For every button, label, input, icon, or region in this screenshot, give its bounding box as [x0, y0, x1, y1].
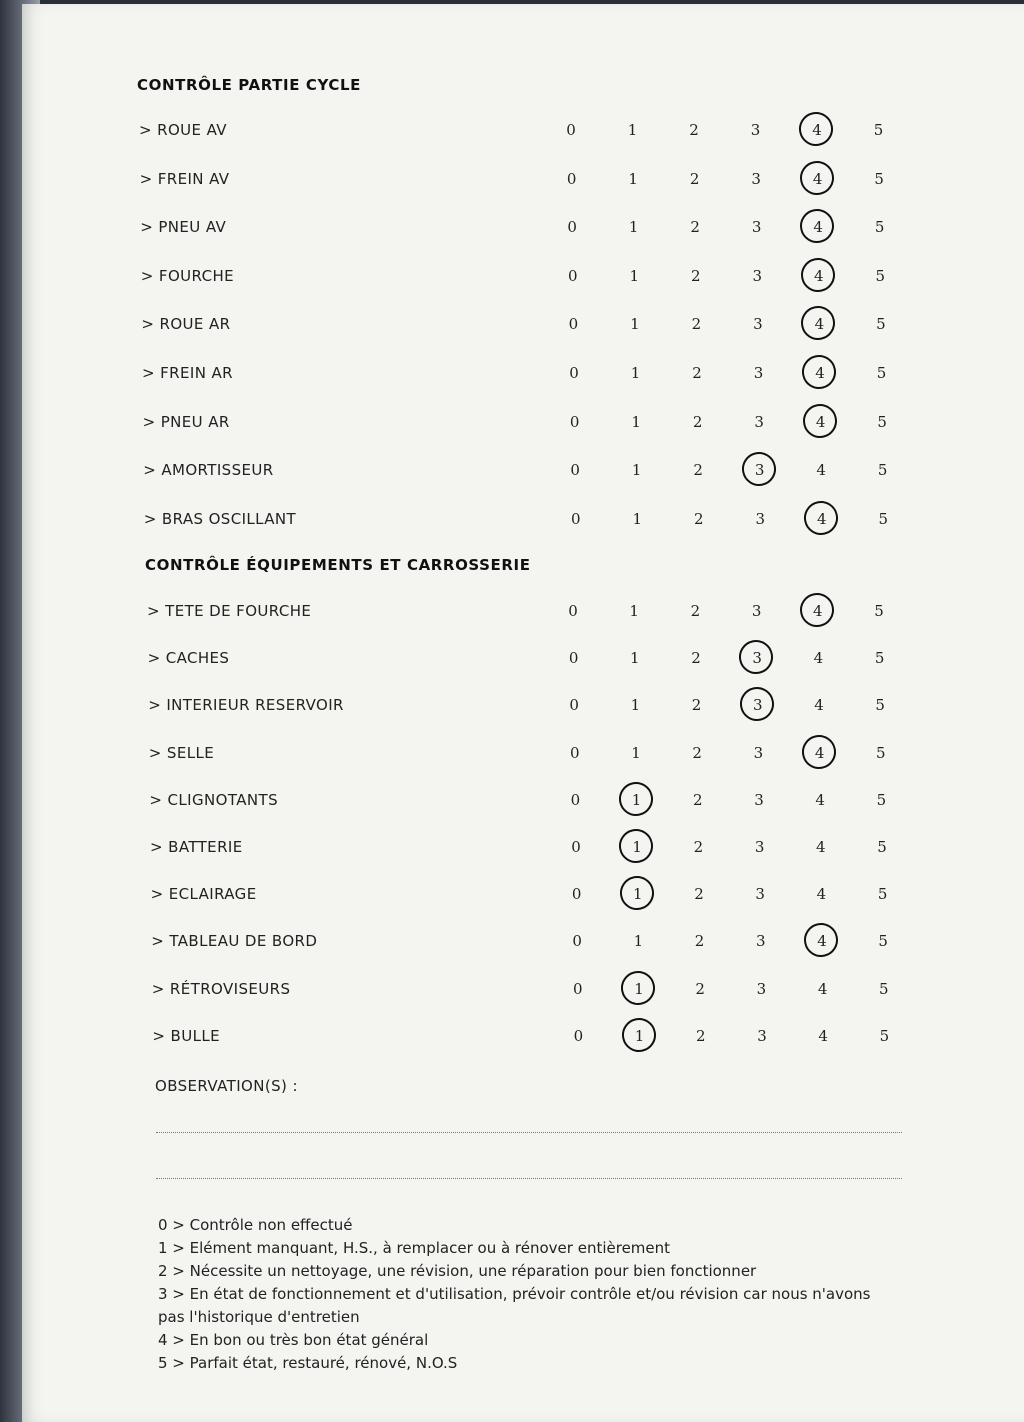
- score-option-5[interactable]: [872, 1027, 896, 1045]
- score-option-3[interactable]: [746, 315, 770, 333]
- score-value: 5: [874, 602, 884, 620]
- score-option-1[interactable]: [622, 267, 646, 285]
- score-value: 3: [750, 121, 761, 139]
- score-option-1[interactable]: [621, 170, 645, 188]
- section-title-cycle: CONTRÔLE PARTIE CYCLE: [137, 76, 362, 94]
- score-value: 2: [691, 315, 702, 334]
- score-option-4[interactable]: [809, 413, 833, 431]
- score-option-3[interactable]: [744, 170, 768, 188]
- score-value: 0: [571, 885, 582, 904]
- score-value: 0: [573, 979, 583, 998]
- score-value: 2: [692, 412, 703, 431]
- selected-circle-mark: [797, 590, 837, 630]
- score-option-4[interactable]: [810, 932, 834, 950]
- score-option-0[interactable]: [560, 218, 584, 236]
- score-value: 0: [570, 790, 581, 809]
- score-value: 1: [633, 932, 644, 951]
- score-value: 2: [696, 1026, 706, 1045]
- score-option-4[interactable]: [806, 218, 830, 236]
- score-option-5[interactable]: [868, 696, 892, 714]
- score-value: 2: [691, 649, 701, 668]
- score-value: 0: [570, 461, 580, 480]
- score-value: 1: [631, 461, 642, 480]
- score-value: 2: [689, 121, 699, 139]
- score-option-2[interactable]: [689, 1027, 713, 1045]
- score-value: 3: [753, 315, 763, 334]
- score-row: [143, 461, 903, 487]
- score-option-1[interactable]: [626, 932, 650, 950]
- selected-circle-mark: [799, 352, 839, 392]
- score-value: 2: [693, 461, 703, 480]
- score-option-5[interactable]: [869, 315, 893, 333]
- score-value: 3: [755, 885, 765, 904]
- score-option-2[interactable]: [682, 121, 706, 139]
- score-option-2[interactable]: [683, 602, 707, 620]
- score-option-0[interactable]: [565, 932, 589, 950]
- score-value: 4: [817, 509, 827, 528]
- score-row: [152, 1027, 912, 1053]
- score-value: 2: [689, 169, 700, 188]
- row-label: > FREIN AR: [142, 364, 233, 382]
- score-row: [148, 649, 908, 675]
- score-option-3[interactable]: [748, 885, 772, 903]
- score-option-1[interactable]: [623, 649, 647, 667]
- score-option-5[interactable]: [871, 885, 895, 903]
- score-option-1[interactable]: [625, 791, 649, 809]
- score-option-4[interactable]: [811, 1027, 835, 1045]
- score-row: [147, 602, 907, 628]
- score-value: 2: [691, 266, 701, 285]
- score-value: 1: [628, 169, 638, 188]
- row-label: > AMORTISSEUR: [143, 461, 274, 480]
- score-option-3[interactable]: [748, 838, 772, 856]
- score-option-3[interactable]: [745, 267, 769, 285]
- score-value: 0: [569, 364, 579, 382]
- score-value: 4: [816, 461, 826, 480]
- score-option-4[interactable]: [805, 121, 829, 139]
- score-option-1[interactable]: [627, 980, 651, 998]
- score-option-5[interactable]: [872, 980, 896, 998]
- score-value: 5: [875, 266, 886, 285]
- section-title-equipment: CONTRÔLE ÉQUIPEMENTS ET CARROSSERIE: [145, 556, 531, 574]
- score-row: [151, 932, 911, 958]
- score-value: 1: [631, 790, 642, 809]
- score-option-0[interactable]: [561, 602, 585, 620]
- score-row: [141, 267, 901, 293]
- row-label: > ROUE AR: [141, 315, 231, 334]
- score-option-2[interactable]: [685, 696, 709, 714]
- score-option-0[interactable]: [561, 315, 585, 333]
- score-value: 0: [567, 218, 577, 237]
- observation-line-2[interactable]: [156, 1178, 902, 1179]
- score-value: 3: [752, 266, 763, 285]
- score-row: [140, 218, 900, 244]
- score-value: 4: [813, 218, 823, 237]
- score-value: 4: [815, 790, 825, 809]
- score-option-0[interactable]: [562, 696, 586, 714]
- score-option-2[interactable]: [686, 838, 710, 856]
- score-option-3[interactable]: [748, 461, 772, 479]
- selected-circle-mark: [796, 109, 836, 149]
- row-label: > CLIGNOTANTS: [149, 790, 278, 809]
- score-row: [149, 791, 909, 817]
- score-option-0[interactable]: [563, 744, 587, 762]
- score-value: 4: [812, 121, 822, 139]
- score-value: 2: [693, 790, 703, 809]
- score-option-0[interactable]: [566, 1027, 590, 1045]
- score-option-5[interactable]: [867, 602, 891, 620]
- score-option-1[interactable]: [625, 461, 649, 479]
- score-option-5[interactable]: [871, 461, 895, 479]
- score-row: [152, 980, 912, 1006]
- score-row: [151, 885, 911, 911]
- score-option-0[interactable]: [564, 838, 588, 856]
- score-option-1[interactable]: [622, 218, 646, 236]
- score-value: 5: [876, 364, 887, 382]
- score-value: 4: [812, 169, 823, 188]
- score-option-0[interactable]: [559, 121, 583, 139]
- score-value: 2: [694, 509, 704, 528]
- score-option-2[interactable]: [684, 649, 708, 667]
- score-option-2[interactable]: [685, 364, 709, 382]
- score-option-0[interactable]: [566, 980, 590, 998]
- score-value: 1: [630, 649, 640, 668]
- score-value: 0: [569, 696, 579, 715]
- legend-item: 4 > En bon ou très bon état général: [158, 1331, 429, 1349]
- score-option-2[interactable]: [683, 170, 707, 188]
- row-label: > PNEU AR: [142, 412, 230, 431]
- legend-item: 5 > Parfait état, restauré, rénové, N.O.S: [158, 1354, 458, 1372]
- score-option-5[interactable]: [869, 791, 893, 809]
- score-value: 5: [878, 509, 889, 528]
- legend-item: 3 > En état de fonctionnement et d'utilisation, prévoir contrôle et/ou révision car nous n'avons pas l'historique d'entretien: [158, 1285, 871, 1326]
- score-value: 1: [634, 979, 644, 998]
- score-option-1[interactable]: [624, 413, 648, 431]
- score-value: 3: [755, 509, 766, 528]
- row-label: > INTERIEUR RESERVOIR: [148, 696, 344, 715]
- score-value: 4: [818, 1026, 828, 1045]
- score-option-5[interactable]: [870, 364, 894, 382]
- score-option-4[interactable]: [809, 838, 833, 856]
- score-value: 5: [877, 461, 888, 480]
- score-value: 5: [879, 979, 889, 998]
- score-row: [144, 510, 904, 536]
- score-option-2[interactable]: [688, 932, 712, 950]
- score-option-5[interactable]: [867, 121, 891, 139]
- selected-circle-mark: [798, 255, 838, 295]
- score-value: 0: [568, 649, 579, 668]
- score-value: 2: [694, 932, 705, 951]
- score-option-0[interactable]: [564, 510, 588, 528]
- score-value: 1: [627, 121, 638, 139]
- score-value: 4: [815, 364, 825, 382]
- score-option-3[interactable]: [747, 364, 771, 382]
- score-value: 4: [814, 266, 824, 285]
- score-value: 5: [877, 838, 887, 856]
- score-value: 0: [570, 743, 580, 762]
- score-option-5[interactable]: [870, 413, 894, 431]
- score-value: 0: [568, 602, 578, 620]
- score-value: 3: [753, 696, 763, 715]
- score-option-3[interactable]: [745, 218, 769, 236]
- score-value: 5: [875, 696, 885, 715]
- score-option-2[interactable]: [685, 744, 709, 762]
- row-label: > FREIN AV: [139, 169, 230, 188]
- score-value: 2: [695, 979, 705, 998]
- row-label: > CACHES: [147, 649, 230, 668]
- selected-circle-mark: [797, 206, 837, 246]
- score-option-3[interactable]: [744, 121, 768, 139]
- score-option-1[interactable]: [628, 1027, 652, 1045]
- score-value: 2: [690, 602, 701, 620]
- score-value: 5: [874, 218, 885, 237]
- score-value: 2: [693, 838, 704, 856]
- score-value: 3: [754, 838, 765, 856]
- score-option-0[interactable]: [560, 170, 584, 188]
- score-value: 4: [816, 838, 826, 856]
- score-value: 4: [817, 932, 827, 951]
- legend-item: 0 > Contrôle non effectué: [158, 1216, 353, 1234]
- score-option-3[interactable]: [747, 791, 771, 809]
- score-option-1[interactable]: [622, 602, 646, 620]
- score-option-4[interactable]: [807, 267, 831, 285]
- row-label: > RÉTROVISEURS: [151, 979, 291, 998]
- score-option-0[interactable]: [562, 649, 586, 667]
- score-row: [141, 315, 901, 341]
- row-label: > FOURCHE: [140, 266, 235, 285]
- score-value: 1: [630, 315, 640, 334]
- score-value: 1: [630, 364, 641, 382]
- score-option-5[interactable]: [871, 510, 895, 528]
- score-row: [140, 170, 900, 196]
- score-option-0[interactable]: [563, 413, 587, 431]
- selected-circle-mark: [801, 920, 841, 960]
- score-option-4[interactable]: [811, 980, 835, 998]
- row-label: > BULLE: [152, 1026, 220, 1045]
- score-option-2[interactable]: [688, 980, 712, 998]
- score-value: 0: [568, 315, 579, 334]
- score-option-4[interactable]: [806, 170, 830, 188]
- score-option-1[interactable]: [625, 510, 649, 528]
- score-option-1[interactable]: [624, 744, 648, 762]
- score-option-2[interactable]: [684, 315, 708, 333]
- score-value: 4: [814, 315, 825, 334]
- observation-line-1[interactable]: [156, 1132, 902, 1133]
- selected-circle-mark: [798, 303, 838, 343]
- selected-circle-mark: [801, 498, 841, 538]
- score-value: 1: [629, 602, 639, 620]
- selected-circle-mark: [739, 449, 779, 489]
- score-value: 5: [877, 885, 888, 904]
- selected-circle-mark: [618, 967, 658, 1007]
- score-value: 0: [573, 1026, 584, 1045]
- score-value: 1: [631, 412, 641, 431]
- score-option-5[interactable]: [868, 649, 892, 667]
- score-option-3[interactable]: [746, 744, 770, 762]
- score-value: 5: [873, 121, 884, 139]
- score-option-5[interactable]: [868, 267, 892, 285]
- score-option-3[interactable]: [746, 696, 770, 714]
- score-value: 3: [751, 169, 761, 188]
- score-value: 3: [756, 979, 767, 998]
- score-value: 1: [629, 266, 640, 285]
- score-value: 5: [879, 1026, 890, 1045]
- score-option-0[interactable]: [561, 267, 585, 285]
- score-option-3[interactable]: [745, 602, 769, 620]
- selected-circle-mark: [798, 731, 838, 771]
- score-value: 1: [628, 218, 639, 237]
- score-option-1[interactable]: [623, 696, 647, 714]
- score-value: 4: [814, 743, 825, 762]
- selected-circle-mark: [618, 1015, 658, 1055]
- score-value: 3: [751, 218, 762, 237]
- score-row: [148, 696, 908, 722]
- score-option-0[interactable]: [562, 364, 586, 382]
- score-value: 5: [874, 169, 884, 188]
- score-option-4[interactable]: [808, 364, 832, 382]
- score-value: 3: [757, 1026, 767, 1045]
- score-option-4[interactable]: [807, 696, 831, 714]
- score-option-2[interactable]: [687, 510, 711, 528]
- score-option-3[interactable]: [749, 932, 773, 950]
- selected-circle-mark: [616, 826, 656, 866]
- score-option-4[interactable]: [806, 649, 830, 667]
- score-value: 0: [568, 266, 578, 285]
- score-option-4[interactable]: [808, 791, 832, 809]
- score-option-5[interactable]: [870, 838, 894, 856]
- score-option-3[interactable]: [750, 1027, 774, 1045]
- legend-item: 2 > Nécessite un nettoyage, une révision, une réparation pour bien fonctionner: [158, 1262, 757, 1280]
- score-option-2[interactable]: [686, 791, 710, 809]
- score-row: [143, 413, 903, 439]
- score-value: 3: [754, 461, 765, 480]
- score-value: 0: [566, 169, 577, 188]
- score-option-0[interactable]: [565, 885, 589, 903]
- score-option-4[interactable]: [810, 510, 834, 528]
- score-option-2[interactable]: [684, 267, 708, 285]
- row-label: > BATTERIE: [150, 838, 243, 856]
- score-option-2[interactable]: [687, 885, 711, 903]
- score-value: 2: [691, 696, 702, 715]
- score-value: 5: [878, 932, 888, 951]
- score-value: 5: [877, 412, 887, 431]
- score-value: 4: [815, 412, 826, 431]
- score-row: [149, 744, 909, 770]
- observations-label: OBSERVATION(S) :: [155, 1077, 298, 1095]
- score-value: 4: [814, 696, 824, 715]
- score-value: 5: [874, 649, 885, 668]
- score-option-4[interactable]: [809, 461, 833, 479]
- score-option-4[interactable]: [807, 315, 831, 333]
- score-option-5[interactable]: [871, 932, 895, 950]
- selected-circle-mark: [737, 684, 777, 724]
- score-value: 4: [813, 649, 824, 668]
- score-value: 3: [753, 364, 764, 382]
- row-label: > BRAS OSCILLANT: [143, 509, 297, 528]
- row-label: > ECLAIRAGE: [150, 885, 257, 904]
- score-value: 3: [754, 412, 764, 431]
- score-value: 4: [816, 885, 827, 904]
- legend: [158, 1214, 898, 1375]
- selected-circle-mark: [799, 400, 839, 440]
- row-label: > ROUE AV: [139, 121, 227, 139]
- score-option-3[interactable]: [747, 413, 771, 431]
- selected-circle-mark: [617, 873, 657, 913]
- score-row: [150, 838, 910, 864]
- score-option-1[interactable]: [625, 838, 649, 856]
- score-value: 5: [876, 315, 886, 334]
- score-value: 2: [694, 885, 704, 904]
- score-option-1[interactable]: [624, 364, 648, 382]
- score-option-2[interactable]: [683, 218, 707, 236]
- score-value: 3: [756, 932, 766, 951]
- score-value: 0: [571, 509, 581, 528]
- score-option-4[interactable]: [806, 602, 830, 620]
- score-value: 4: [817, 979, 828, 998]
- score-option-1[interactable]: [626, 885, 650, 903]
- score-option-5[interactable]: [867, 170, 891, 188]
- score-value: 3: [752, 649, 762, 668]
- score-value: 1: [632, 509, 643, 528]
- score-option-5[interactable]: [868, 218, 892, 236]
- legend-item: 1 > Elément manquant, H.S., à remplacer ou à rénover entièrement: [158, 1239, 671, 1257]
- score-value: 3: [753, 743, 764, 762]
- score-value: 2: [690, 218, 700, 237]
- score-value: 0: [571, 838, 581, 856]
- score-row: [139, 121, 899, 147]
- score-value: 1: [634, 1026, 645, 1045]
- score-value: 2: [692, 364, 702, 382]
- row-label: > TABLEAU DE BORD: [151, 932, 318, 951]
- selected-circle-mark: [615, 779, 655, 819]
- score-option-1[interactable]: [621, 121, 645, 139]
- score-value: 0: [569, 412, 580, 431]
- score-value: 1: [632, 838, 642, 856]
- score-option-3[interactable]: [745, 649, 769, 667]
- score-option-5[interactable]: [869, 744, 893, 762]
- score-value: 0: [572, 932, 582, 951]
- score-value: 1: [633, 885, 643, 904]
- score-option-4[interactable]: [809, 885, 833, 903]
- score-value: 2: [692, 743, 702, 762]
- score-option-1[interactable]: [623, 315, 647, 333]
- score-value: 4: [813, 602, 823, 620]
- score-option-3[interactable]: [749, 980, 773, 998]
- score-option-0[interactable]: [563, 791, 587, 809]
- selected-circle-mark: [736, 637, 776, 677]
- score-value: 3: [754, 790, 764, 809]
- score-option-2[interactable]: [686, 461, 710, 479]
- score-option-0[interactable]: [563, 461, 587, 479]
- row-label: > PNEU AV: [140, 218, 227, 237]
- score-value: 5: [876, 790, 887, 809]
- score-row: [142, 364, 902, 390]
- score-option-2[interactable]: [686, 413, 710, 431]
- score-option-3[interactable]: [748, 510, 772, 528]
- form-sheet: [22, 4, 1024, 1422]
- score-value: 0: [566, 121, 576, 139]
- score-option-4[interactable]: [808, 744, 832, 762]
- score-value: 5: [876, 743, 886, 762]
- score-value: 1: [630, 696, 641, 715]
- score-value: 1: [631, 743, 641, 762]
- row-label: > TETE DE FOURCHE: [147, 602, 312, 620]
- row-label: > SELLE: [148, 743, 215, 762]
- selected-circle-mark: [796, 157, 836, 197]
- score-value: 3: [751, 602, 762, 620]
